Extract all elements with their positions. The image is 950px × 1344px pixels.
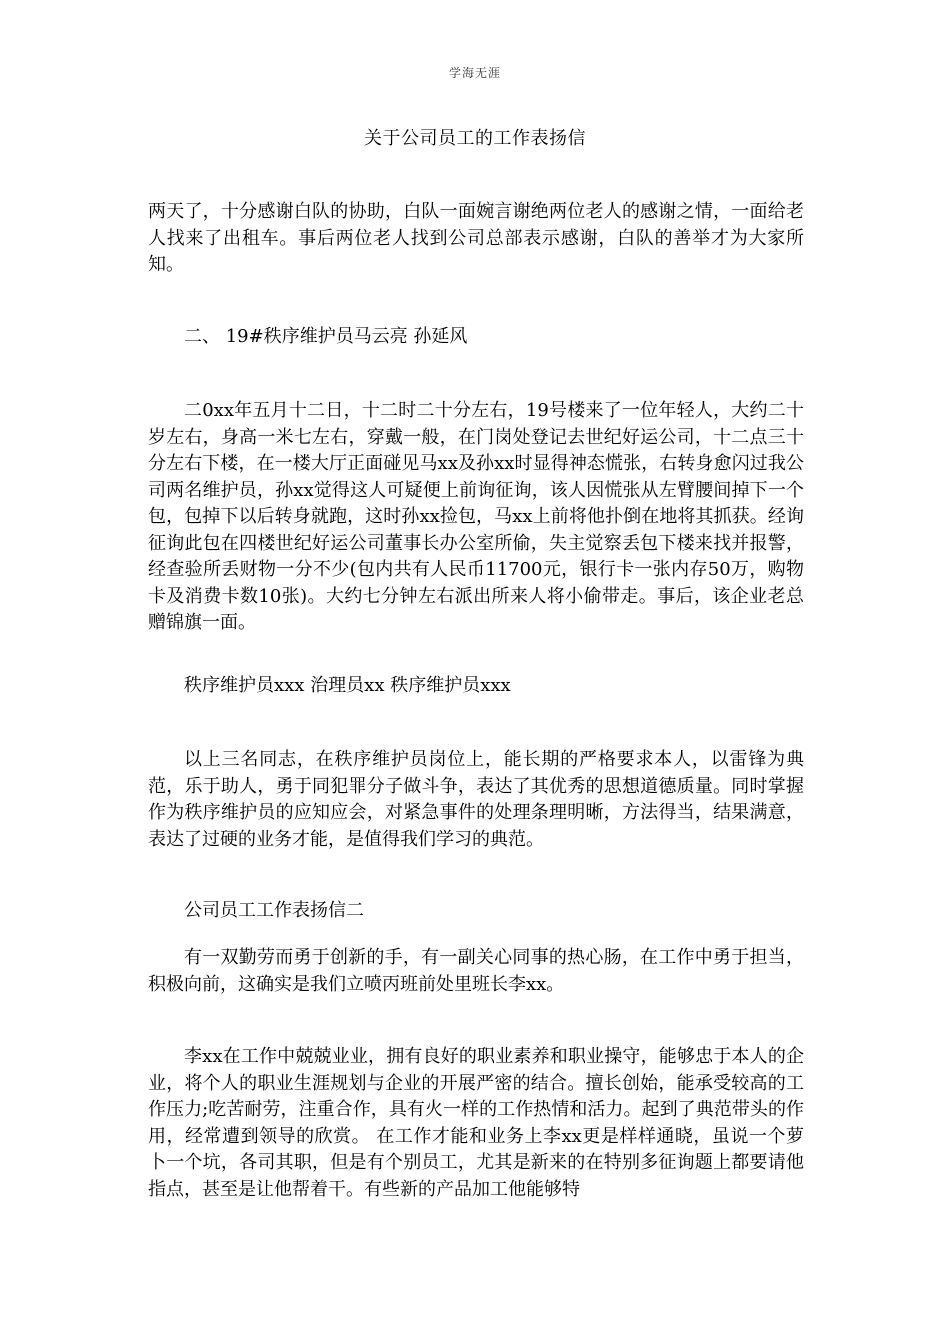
paragraph-incident: 二0xx年五月十二日，十二时二十分左右，19号楼来了一位年轻人，大约二十岁左右，身高一米七左右，穿戴一般，在门岗处登记去世纪好运公司，十二点三十分左右下楼，在一楼大厅正面碰见马xx及孙xx时显得神态慌张，右转身愈闪过我公司两名维护员，孙xx觉得这人可疑便上前询征询，该人因慌张从左臂腰间掉下一个包，包掉下以后转身就跑，这时孙xx捡包，马xx上前将他扑倒在地将其抓获。经询征询此包在四楼世纪好运公司董事长办公室所偷，失主觉察丢包下楼来找并报警，经查验所丢财物一分不少(包内共有人民币11700元，银行卡一张内存50万，购物卡及消费卡数10张)。大约七分钟左右派出所来人将小偷带走。事后，该企业老总赠锦旗一面。 bbox=[148, 400, 804, 633]
section-heading-letter-2: 公司员工工作表扬信二 bbox=[184, 900, 364, 921]
document-title: 关于公司员工的工作表扬信 bbox=[364, 128, 586, 149]
page-header: 学海无涯 bbox=[448, 66, 501, 80]
paragraph-thanks: 两天了，十分感谢白队的协助，白队一面婉言谢绝两位老人的感谢之情，一面给老人找来了出租车。事后两位老人找到公司总部表示感谢，白队的善举才为大家所知。 bbox=[148, 201, 804, 275]
staff-list-line: 秩序维护员xxx 治理员xx 秩序维护员xxx bbox=[184, 675, 511, 696]
paragraph-intro-li: 有一双勤劳而勇于创新的手，有一副关心同事的热心肠，在工作中勇于担当，积极向前，这确实是我们立喷丙班前处里班长李xx。 bbox=[148, 947, 804, 995]
paragraph-li-details: 李xx在工作中兢兢业业，拥有良好的职业素养和职业操守，能够忠于本人的企业，将个人的职业生涯规划与企业的开展严密的结合。擅长创始，能承受较高的工作压力;吃苦耐劳，注重合作，具有火一样的工作热情和活力。起到了典范带头的作用，经常遭到领导的欣赏。 在工作才能和业务上李xx更是样样通晓，虽说一个萝卜一个坑，各司其职，但是有个别员工，尤其是新来的在特别多征询题上都要请他指点，甚至是让他帮着干。有些新的产品加工他能够特 bbox=[148, 1046, 804, 1200]
paragraph-praise: 以上三名同志，在秩序维护员岗位上，能长期的严格要求本人，以雷锋为典范，乐于助人，勇于同犯罪分子做斗争，表达了其优秀的思想道德质量。同时掌握作为秩序维护员的应知应会，对紧急事件的处理条理明晰，方法得当，结果满意，表达了过硬的业务才能，是值得我们学习的典范。 bbox=[148, 749, 804, 850]
section-heading-2: 二、 19#秩序维护员马云亮 孙延风 bbox=[184, 326, 468, 347]
